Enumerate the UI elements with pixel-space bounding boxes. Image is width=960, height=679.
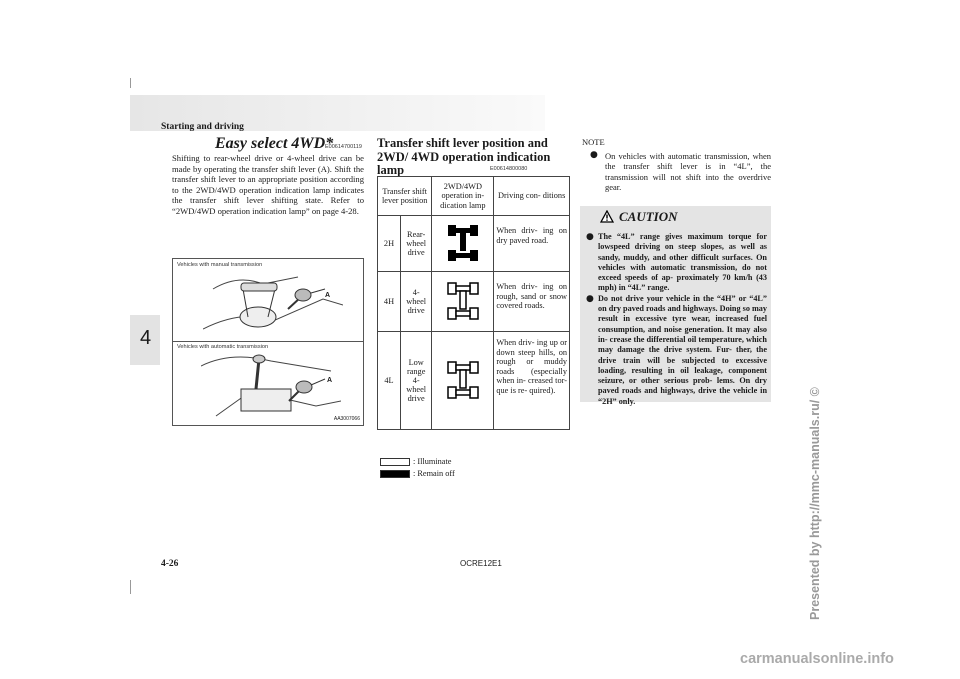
crop-mark	[130, 78, 131, 88]
illuminate-swatch	[380, 458, 410, 466]
table-header: Driving con- ditions	[494, 177, 570, 216]
condition-cell: When driv- ing up or down steep hills, on rough or muddy roads (especially when in- creased tor- que is re- quired).	[494, 332, 570, 430]
condition-cell: When driv- ing on rough, sand or snow covered roads.	[494, 272, 570, 332]
bullet-icon: ●	[586, 293, 594, 304]
position-cell: 4L	[378, 332, 401, 430]
caution-item-text: The “4L” range gives maximum torque for lowspeed driving on steep slopes, as well as sandy, muddy, and other difficult surfaces. On vehicles with automatic transmission, do not exceed speeds of ap- proximately 70 km/h (43 mph) in “4L” range.	[598, 232, 767, 293]
document-code: OCRE12E1	[460, 559, 502, 568]
4wd-lamp-icon	[446, 281, 480, 321]
caution-item	[586, 232, 767, 294]
mode-cell: Rear-wheel drive	[401, 216, 432, 272]
caution-item-text: Do not drive your vehicle in the “4H” or “4L” on dry paved roads and highways. Doing so may result in excessive tyre wear, increased fuel consumption, and noise generation. It may also in- crease the differential oil temperature, which may damage the drive system. Fur- ther, the drive train will be subjected to excessive loading, resulting in oil leakage, component seizure, or other serious prob- lems. On dry paved roads and highways, drive the vehicle in “2H” only.	[598, 293, 767, 406]
legend-remain-off	[380, 469, 455, 478]
4wd-lamp-icon	[446, 360, 480, 400]
condition-cell: When driv- ing on dry paved road.	[494, 216, 570, 272]
lever-figure	[172, 258, 364, 426]
section-title	[215, 135, 333, 153]
lamp-cell	[432, 216, 494, 272]
figure-caption-manual: Vehicles with manual transmission	[177, 262, 263, 268]
mode-cell: Low range 4- wheel drive	[401, 332, 432, 430]
position-cell: 4H	[378, 272, 401, 332]
table-row	[378, 216, 570, 272]
lamp-cell	[432, 332, 494, 430]
caution-list	[586, 232, 767, 407]
section-title-code: E00614700119	[325, 144, 362, 150]
section-title-text: Easy select 4WD*	[215, 135, 334, 152]
position-cell: 2H	[378, 216, 401, 272]
section-label: Starting and driving	[161, 122, 244, 132]
figure-code: AA3007066	[333, 416, 360, 422]
bottom-watermark: carmanualsonline.info	[740, 651, 894, 667]
remain-off-swatch	[380, 470, 410, 478]
crop-mark	[130, 580, 131, 594]
callout-a: A	[325, 292, 331, 299]
intro-paragraph: Shifting to rear-wheel drive or 4-wheel drive can be made by operating the transfer shift lever (A). Shift the transfer shift lever to an appropriate position according to the 2WD/4WD operation indication lamp indicates the transfer shift lever shifting state. Refer to “2WD/4WD operation indication lamp” on page 4-28.	[172, 153, 364, 216]
table-row	[378, 272, 570, 332]
chapter-tab	[130, 315, 160, 365]
2wd-lamp-icon	[446, 223, 480, 263]
bullet-icon: ●	[586, 232, 594, 242]
note-text: On vehicles with automatic transmission, when the transfer shift lever is in “4L”, the transmission will not shift into the overdrive gear.	[605, 151, 771, 193]
table-row	[378, 332, 570, 430]
manual-lever-illustration	[203, 269, 343, 341]
figure-divider	[173, 341, 363, 342]
callout-a: A	[327, 377, 333, 384]
mode-cell: 4-wheel drive	[401, 272, 432, 332]
table-heading: Transfer shift lever position and 2WD/ 4WD operation indication lamp	[377, 136, 551, 177]
figure-caption-auto: Vehicles with automatic transmission	[177, 344, 269, 350]
table-header-row	[378, 177, 570, 216]
table-header: 2WD/4WD operation in- dication lamp	[432, 177, 494, 216]
bullet-icon: ●	[590, 150, 598, 160]
note-label: NOTE	[582, 137, 605, 147]
auto-lever-illustration	[201, 351, 341, 421]
table-header: Transfer shift lever position	[378, 177, 432, 216]
warning-triangle-icon	[600, 210, 614, 223]
chapter-tab-number: 4	[140, 327, 152, 349]
legend-illuminate-label: : Illuminate	[413, 457, 452, 466]
caution-header	[580, 206, 771, 228]
caution-title: CAUTION	[619, 209, 678, 224]
vertical-watermark: Presented by http://mmc-manuals.ru/ ©	[808, 387, 822, 620]
lamp-cell	[432, 272, 494, 332]
caution-item	[586, 294, 767, 407]
legend-illuminate	[380, 457, 451, 466]
legend-remain-off-label: : Remain off	[413, 469, 455, 478]
caution-box	[580, 206, 771, 406]
shift-position-table	[377, 176, 570, 430]
page-number: 4-26	[161, 559, 179, 569]
table-heading-code: E00614800080	[490, 166, 528, 172]
